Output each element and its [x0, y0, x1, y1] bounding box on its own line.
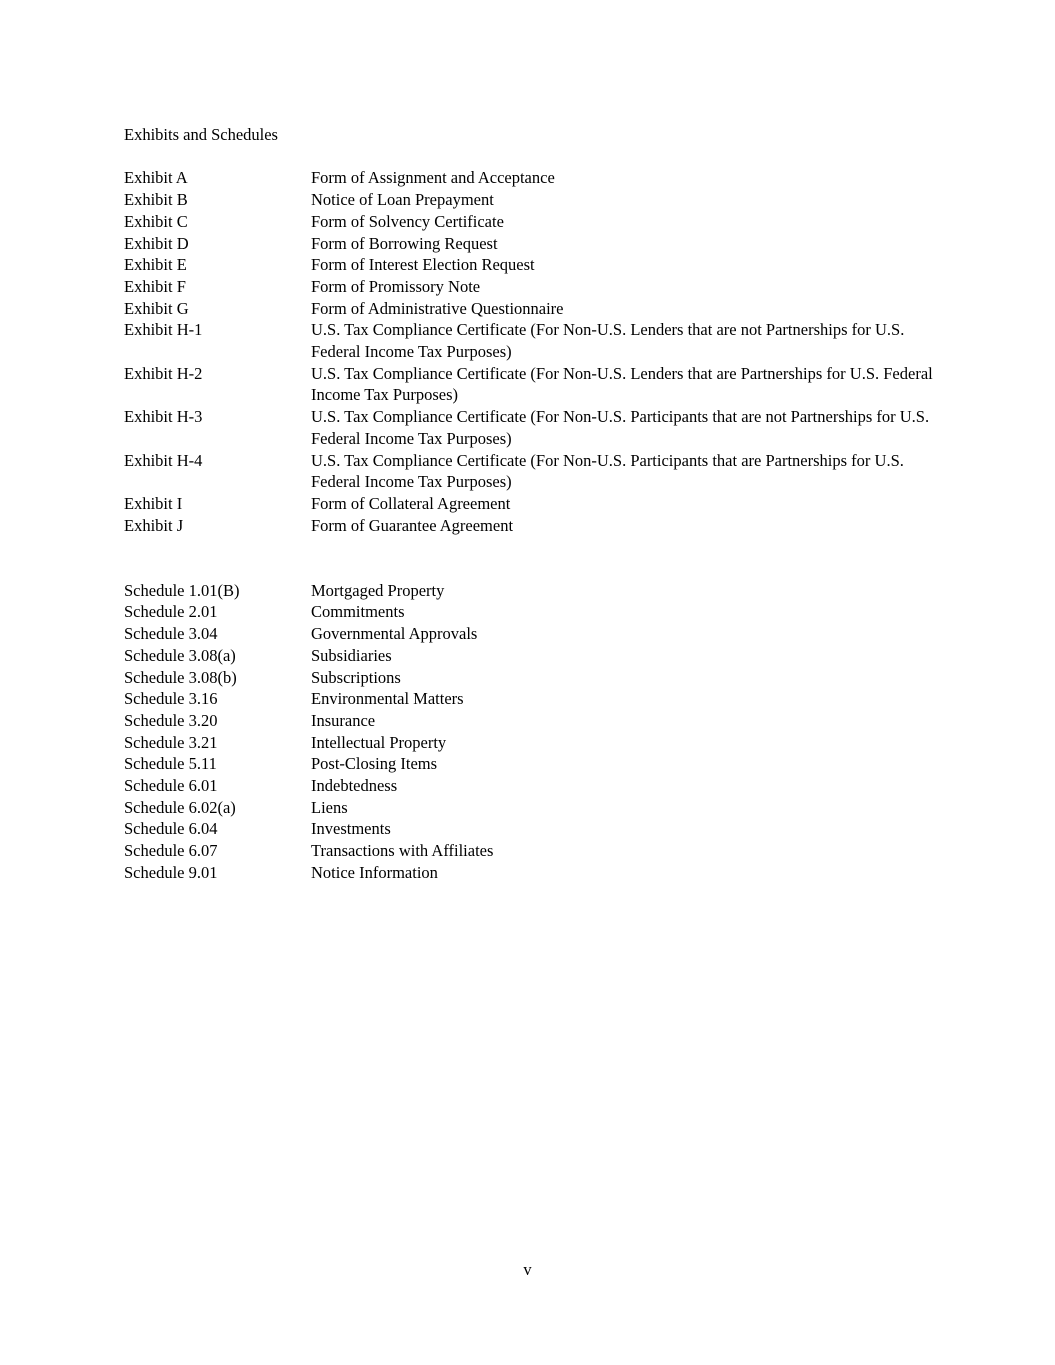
list-item — [124, 515, 935, 537]
list-item — [124, 688, 935, 710]
list-item — [124, 406, 935, 449]
item-description: Indebtedness — [311, 776, 398, 796]
item-description: Insurance — [311, 710, 376, 730]
item-label: Schedule 6.02(a) — [124, 797, 236, 817]
item-description: Liens — [311, 797, 348, 817]
item-label: Schedule 9.01 — [124, 862, 218, 882]
list-item — [124, 797, 935, 819]
list-item — [124, 623, 935, 645]
list-item — [124, 580, 935, 602]
item-description: U.S. Tax Compliance Certificate (For Non-U.S. Participants that are not Partnerships for U.S. Federal Income Tax Purposes) — [311, 407, 930, 448]
list-item — [124, 450, 935, 493]
item-label: Schedule 2.01 — [124, 602, 218, 622]
page-number: v — [523, 1260, 532, 1279]
item-description: Form of Promissory Note — [311, 276, 481, 296]
item-label: Exhibit J — [124, 515, 184, 535]
item-description: Environmental Matters — [311, 689, 464, 709]
item-label: Exhibit B — [124, 190, 188, 210]
item-label: Exhibit H-3 — [124, 407, 203, 427]
item-description: Form of Interest Election Request — [311, 255, 535, 275]
list-item — [124, 667, 935, 689]
list-item — [124, 254, 935, 276]
item-description: Notice Information — [311, 862, 438, 882]
item-label: Exhibit H-2 — [124, 363, 203, 383]
item-description: U.S. Tax Compliance Certificate (For Non-U.S. Participants that are Partnerships for U.S. Federal Income Tax Purposes) — [311, 450, 904, 492]
item-description: Subsidiaries — [311, 645, 392, 665]
list-item — [124, 601, 935, 623]
item-description: Notice of Loan Prepayment — [311, 190, 494, 210]
item-description: Form of Collateral Agreement — [311, 493, 511, 513]
list-item — [124, 363, 935, 406]
item-label: Schedule 5.11 — [124, 754, 217, 774]
list-item — [124, 493, 935, 515]
item-label: Schedule 3.21 — [124, 732, 218, 752]
list-item — [124, 189, 935, 211]
item-description: Form of Borrowing Request — [311, 233, 498, 253]
item-description: Post-Closing Items — [311, 754, 438, 774]
list-item — [124, 818, 935, 840]
list-item — [124, 775, 935, 797]
item-label: Schedule 3.20 — [124, 710, 218, 730]
item-label: Schedule 6.01 — [124, 776, 218, 796]
item-label: Schedule 3.16 — [124, 689, 218, 709]
item-label: Exhibit H-1 — [124, 320, 203, 340]
item-label: Exhibit D — [124, 233, 189, 253]
item-description: Governmental Approvals — [311, 624, 478, 644]
item-description: Subscriptions — [311, 667, 401, 687]
exhibits-list — [124, 167, 935, 536]
list-item — [124, 840, 935, 862]
list-item — [124, 753, 935, 775]
item-description: Form of Administrative Questionnaire — [311, 298, 564, 318]
item-description: Transactions with Affiliates — [311, 841, 494, 861]
item-description: Investments — [311, 819, 391, 839]
item-description: U.S. Tax Compliance Certificate (For Non-U.S. Lenders that are Partnerships for U.S. Federal Income Tax Purposes) — [311, 363, 933, 405]
list-item — [124, 710, 935, 732]
list-item — [124, 732, 935, 754]
list-item — [124, 167, 935, 189]
item-label: Schedule 3.08(b) — [124, 667, 237, 687]
list-item — [124, 276, 935, 298]
list-item — [124, 319, 935, 362]
item-label: Schedule 3.04 — [124, 624, 218, 644]
item-label: Schedule 1.01(B) — [124, 580, 240, 600]
page-content — [124, 124, 935, 884]
item-description: Intellectual Property — [311, 732, 447, 752]
item-label: Exhibit H-4 — [124, 450, 203, 470]
item-label: Exhibit E — [124, 255, 187, 275]
schedules-list — [124, 580, 935, 884]
list-item — [124, 298, 935, 320]
item-label: Exhibit A — [124, 168, 188, 188]
item-description: Form of Solvency Certificate — [311, 211, 504, 231]
list-item — [124, 233, 935, 255]
item-label: Exhibit G — [124, 298, 189, 318]
item-label: Exhibit I — [124, 493, 183, 513]
item-label: Schedule 3.08(a) — [124, 645, 236, 665]
item-label: Exhibit F — [124, 276, 186, 296]
list-item — [124, 862, 935, 884]
item-label: Exhibit C — [124, 211, 188, 231]
item-description: U.S. Tax Compliance Certificate (For Non-U.S. Lenders that are not Partnerships for U.S. Federal Income Tax Purposes) — [311, 320, 905, 362]
item-label: Schedule 6.04 — [124, 819, 218, 839]
item-description: Form of Guarantee Agreement — [311, 515, 514, 535]
list-item — [124, 211, 935, 233]
section-heading: Exhibits and Schedules — [124, 125, 278, 144]
item-label: Schedule 6.07 — [124, 841, 218, 861]
item-description: Commitments — [311, 602, 405, 622]
item-description: Form of Assignment and Acceptance — [311, 168, 555, 188]
item-description: Mortgaged Property — [311, 580, 445, 600]
list-item — [124, 645, 935, 667]
